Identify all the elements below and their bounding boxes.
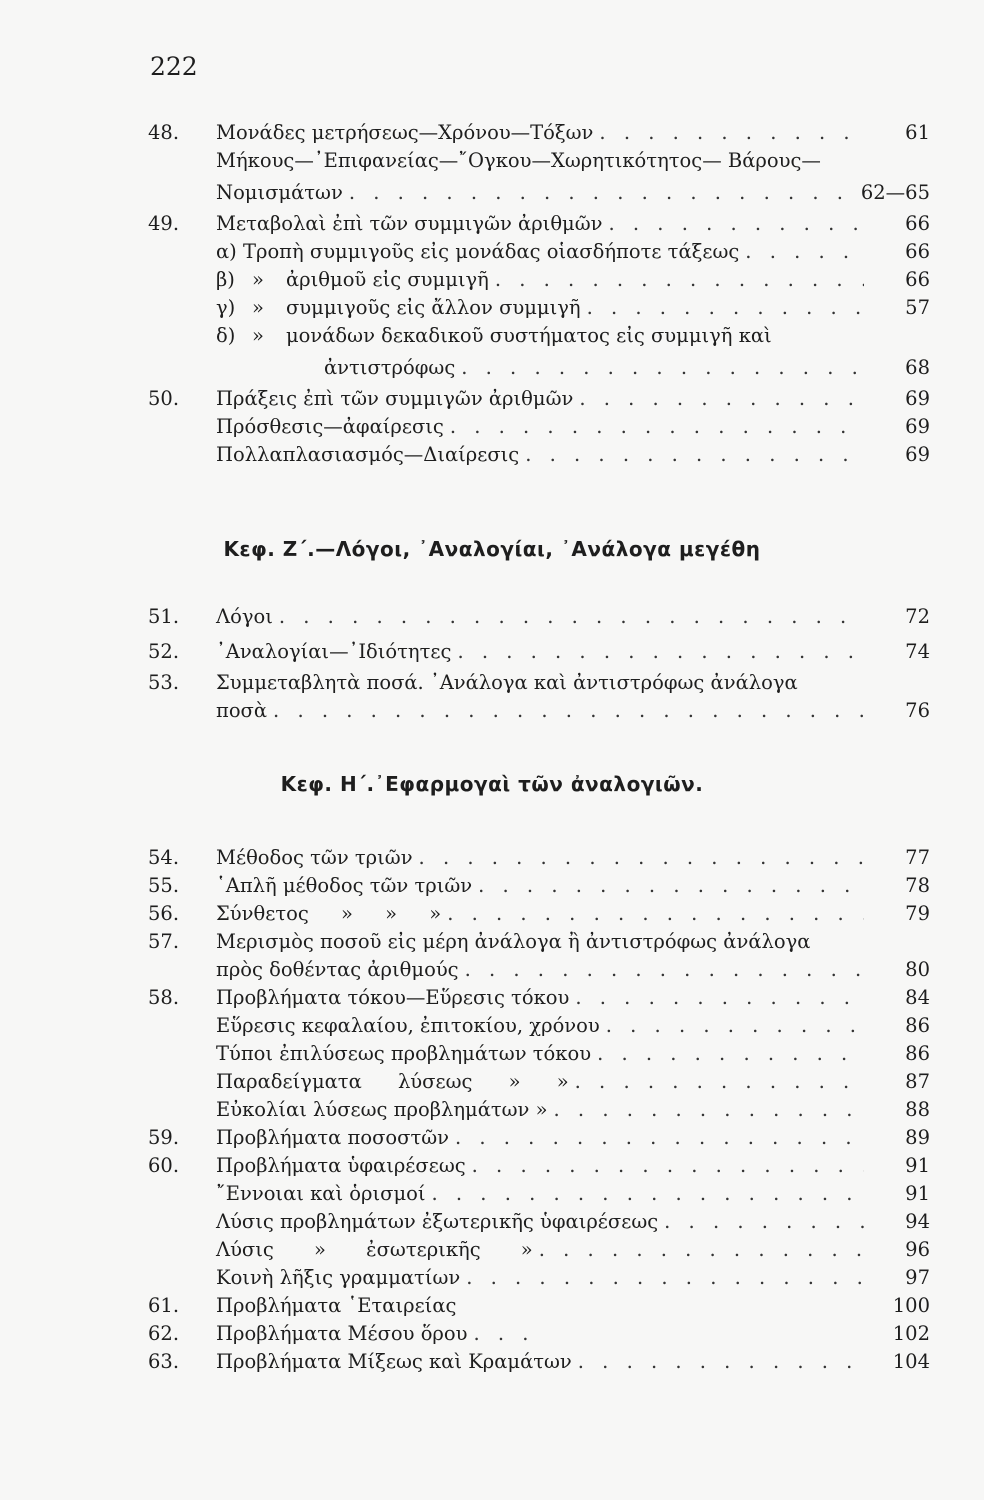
toc-row (148, 669, 930, 697)
entry-title: Λύσις προβλημάτων ἐξωτερικῆς ὑφαιρέσεως (216, 1210, 659, 1233)
toc-row (148, 900, 930, 928)
entry-page: 87 (905, 1070, 930, 1093)
entry-title: Νομισμάτων (216, 181, 343, 204)
entry-title: ῎Εννοιαι καὶ ὁρισμοί (216, 1182, 426, 1205)
entry-number: 63. (148, 1350, 180, 1373)
toc-row (148, 413, 930, 441)
toc-row (148, 1236, 930, 1264)
entry-title: ῾Απλῆ μέθοδος τῶν τριῶν (216, 874, 473, 897)
toc-row (148, 441, 930, 469)
entry-number: 48. (148, 121, 180, 144)
toc-row (148, 1292, 930, 1320)
entry-title: Μερισμὸς ποσοῦ εἰς μέρη ἀνάλογα ἢ ἀντιστρόφως ἀνάλογα (216, 930, 811, 953)
entry-page: 61 (905, 121, 930, 144)
toc-row (148, 1348, 930, 1376)
entry-title: Λόγοι (216, 605, 273, 628)
entry-title: ποσὰ (216, 699, 268, 722)
toc-row (148, 1068, 930, 1096)
toc-row (148, 872, 930, 900)
toc-row (148, 266, 930, 294)
entry-title: ἀριθμοῦ εἰς συμμιγῆ (286, 268, 489, 291)
entry-page: 76 (905, 699, 930, 722)
entry-page: 66 (905, 212, 930, 235)
entry-title: Μεταβολαὶ ἐπὶ τῶν συμμιγῶν ἀριθμῶν (216, 212, 603, 235)
toc-row (148, 1012, 930, 1040)
toc-row (148, 294, 930, 322)
entry-page: 78 (905, 874, 930, 897)
toc-row (148, 956, 930, 984)
chapter-heading-h: Κεφ. Η΄.᾿Εφαρμογαὶ τῶν ἀναλογιῶν. (280, 772, 704, 796)
entry-title: Παραδείγματα λύσεως » » (216, 1070, 569, 1093)
entry-number: 49. (148, 212, 180, 235)
entry-page: 91 (905, 1154, 930, 1177)
toc-row (148, 175, 930, 210)
entry-page: 97 (905, 1266, 930, 1289)
entry-number: 61. (148, 1294, 180, 1317)
entry-page: 86 (905, 1042, 930, 1065)
entry-page: 104 (892, 1350, 930, 1373)
entry-page: 80 (905, 958, 930, 981)
entry-page: 86 (905, 1014, 930, 1037)
entry-number: 56. (148, 902, 180, 925)
toc-row (148, 1096, 930, 1124)
entry-page: 66 (905, 240, 930, 263)
toc-row (148, 634, 930, 669)
entry-label: δ) (216, 324, 236, 347)
entry-title: Κοινὴ λῆξις γραμματίων (216, 1266, 461, 1289)
entry-number: 59. (148, 1126, 180, 1149)
toc-row (148, 1180, 930, 1208)
entry-number: 62. (148, 1322, 180, 1345)
entry-title: Λύσις » ἐσωτερικῆς » (216, 1238, 533, 1261)
entry-number: 53. (148, 671, 180, 694)
entry-title: Μήκους—᾿Επιφανείας—῎Ογκου—Χωρητικότητος— Βάρους— (216, 149, 821, 172)
ditto-mark: » (252, 268, 264, 291)
entry-title: Προβλήματα Μίξεως καὶ Κραμάτων (216, 1350, 572, 1373)
entry-page: 77 (905, 846, 930, 869)
entry-title: Σύνθετος » » » (216, 902, 442, 925)
toc-row (148, 210, 930, 238)
entry-title: α) Τροπὴ συμμιγοῦς εἰς μονάδας οἱασδήποτε τάξεως (216, 240, 740, 263)
toc-row (148, 322, 930, 350)
toc-row (148, 1208, 930, 1236)
toc-section-c (148, 844, 930, 1376)
entry-label: γ) (216, 296, 236, 319)
toc-row (148, 697, 930, 725)
toc-row (148, 928, 930, 956)
toc-row (148, 385, 930, 413)
entry-page: 72 (905, 605, 930, 628)
entry-title: συμμιγοῦς εἰς ἄλλον συμμιγῆ (286, 296, 581, 319)
entry-number: 55. (148, 874, 180, 897)
entry-page: 91 (905, 1182, 930, 1205)
toc-row (148, 599, 930, 634)
entry-page: 88 (905, 1098, 930, 1121)
entry-title: Εὕρεσις κεφαλαίου, ἐπιτοκίου, χρόνου (216, 1014, 600, 1037)
entry-title: Προβλήματα τόκου—Εὕρεσις τόκου (216, 986, 570, 1009)
entry-page: 74 (905, 640, 930, 663)
entry-page: 100 (892, 1294, 930, 1317)
entry-title: Μονάδες μετρήσεως—Χρόνου—Τόξων (216, 121, 594, 144)
entry-page: 94 (905, 1210, 930, 1233)
entry-title: Πράξεις ἐπὶ τῶν συμμιγῶν ἀριθμῶν (216, 387, 574, 410)
entry-number: 52. (148, 640, 180, 663)
ditto-mark: » (252, 296, 264, 319)
entry-title: πρὸς δοθέντας ἀριθμούς (216, 958, 459, 981)
toc-row (148, 844, 930, 872)
entry-title: Συμμεταβλητὰ ποσά. ᾿Ανάλογα καὶ ἀντιστρόφως ἀνάλογα (216, 671, 798, 694)
ditto-mark: » (252, 324, 264, 347)
entry-page: 89 (905, 1126, 930, 1149)
toc-row (148, 238, 930, 266)
entry-number: 57. (148, 930, 180, 953)
toc-row (148, 1264, 930, 1292)
entry-page: 57 (905, 296, 930, 319)
entry-number: 58. (148, 986, 180, 1009)
toc-row (148, 1040, 930, 1068)
entry-title: μονάδων δεκαδικοῦ συστήματος εἰς συμμιγῆ καὶ (286, 324, 772, 347)
toc-row (148, 984, 930, 1012)
entry-page: 69 (905, 415, 930, 438)
entry-page: 62—65 (860, 181, 930, 204)
toc-section-a (148, 119, 930, 469)
toc-row (148, 350, 930, 385)
toc-row (148, 147, 930, 175)
entry-page: 79 (905, 902, 930, 925)
entry-title: Εὐκολίαι λύσεως προβλημάτων » (216, 1098, 548, 1121)
entry-title: Μέθοδος τῶν τριῶν (216, 846, 413, 869)
entry-number: 51. (148, 605, 180, 628)
entry-title: Προβλήματα ὑφαιρέσεως (216, 1154, 466, 1177)
entry-title: Προβλήματα ῾Εταιρείας (216, 1294, 457, 1317)
entry-number: 60. (148, 1154, 180, 1177)
entry-label: β) (216, 268, 235, 291)
toc-row (148, 1152, 930, 1180)
toc-row (148, 119, 930, 147)
entry-page: 69 (905, 387, 930, 410)
entry-title: Προβλήματα ποσοστῶν (216, 1126, 449, 1149)
entry-title: ἀντιστρόφως (324, 356, 456, 379)
entry-title: Πρόσθεσις—ἀφαίρεσις (216, 415, 444, 438)
entry-title: ᾿Αναλογίαι—᾿Ιδιότητες (216, 640, 452, 663)
entry-page: 69 (905, 443, 930, 466)
entry-page: 66 (905, 268, 930, 291)
entry-page: 68 (905, 356, 930, 379)
toc-row (148, 1320, 930, 1348)
page-number: 222 (150, 52, 198, 81)
entry-page: 102 (892, 1322, 930, 1345)
toc-section-b (148, 599, 930, 725)
entry-title: Πολλαπλασιασμός—Διαίρεσις (216, 443, 520, 466)
entry-number: 54. (148, 846, 180, 869)
entry-page: 84 (905, 986, 930, 1009)
entry-title: Τύποι ἐπιλύσεως προβλημάτων τόκου (216, 1042, 592, 1065)
entry-page: 96 (905, 1238, 930, 1261)
chapter-heading-z: Κεφ. Ζ΄.—Λόγοι, ᾿Αναλογίαι, ᾿Ανάλογα μεγέθη (223, 537, 761, 561)
toc-row (148, 1124, 930, 1152)
entry-title: Προβλήματα Μέσου ὅρου (216, 1322, 468, 1345)
entry-number: 50. (148, 387, 180, 410)
